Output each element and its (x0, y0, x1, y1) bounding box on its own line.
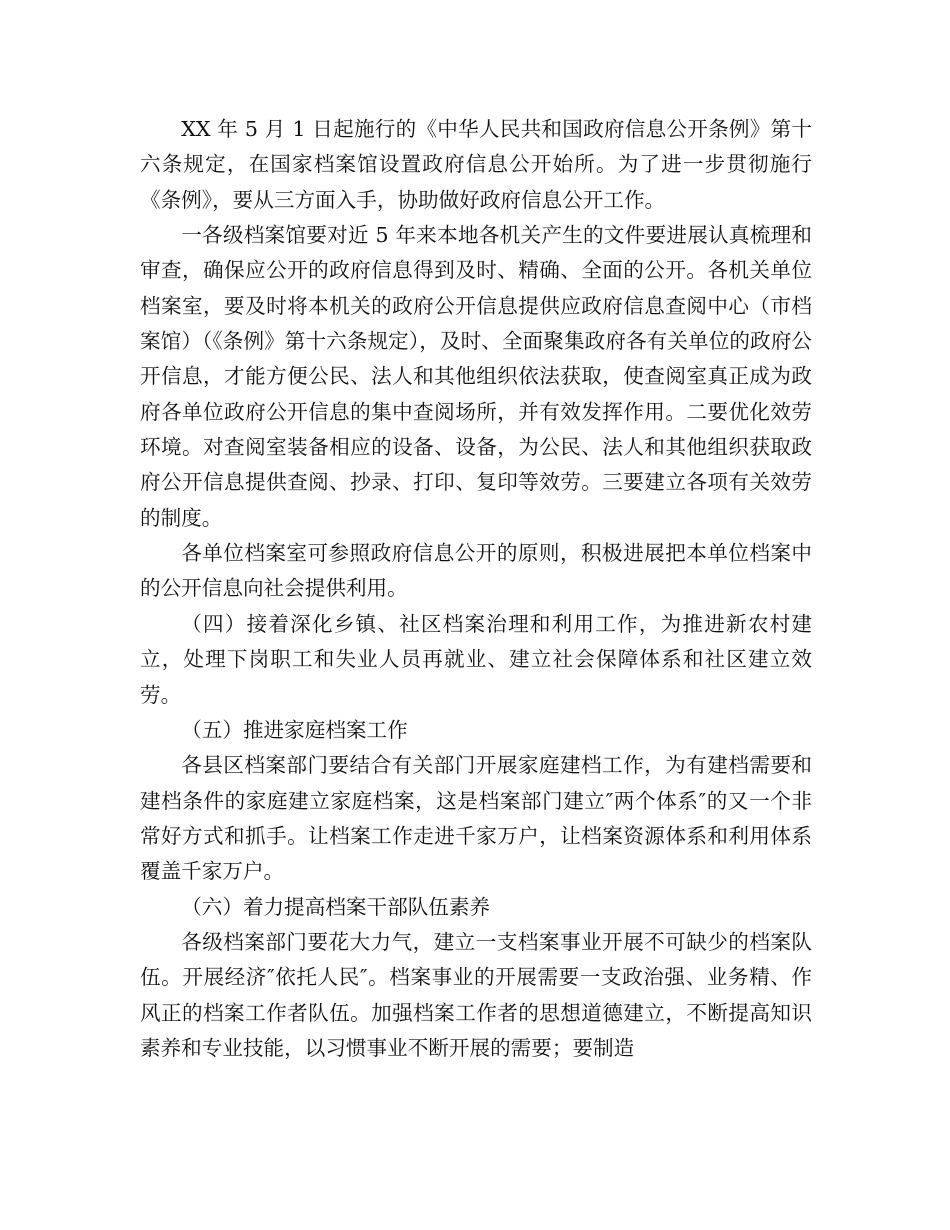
paragraph-cadre-quality: 各级档案部门要花大力气，建立一支档案事业开展不可缺少的档案队伍。开展经济″依托人民″。档案事业的开展需要一支政治强、业务精、作风正的档案工作者队伍。加强档案工作者的思想道德建立，不断提高知识素养和专业技能，以习惯事业不断开展的需要；要制造 (140, 929, 812, 1060)
paragraph-archives-review: 一各级档案馆要对近 5 年来本地各机关产生的文件要进展认真梳理和审查，确保应公开的政府信息得到及时、精确、全面的公开。各机关单位档案室，要及时将本机关的政府公开信息提供应政府信息查阅中心（市档案馆）（《条例》第十六条规定），及时、全面聚集政府各有关单位的政府公开信息，才能方便公民、法人和其他组织依法获取，使查阅室真正成为政府各单位政府公开信息的集中查阅场所，并有效发挥作用。二要优化效劳环境。对查阅室装备相应的设备、设备，为公民、法人和其他组织获取政府公开信息提供查阅、抄录、打印、复印等效劳。三要建立各项有关效劳的制度。 (140, 223, 812, 530)
heading-section-six: （六）着力提高档案干部队伍素养 (181, 894, 491, 919)
document-body (140, 112, 812, 1066)
paragraph-family-archives: 各县区档案部门要结合有关部门开展家庭建档工作，为有建档需要和建档条件的家庭建立家庭档案，这是档案部门建立″两个体系″的又一个非常好方式和抓手。让档案工作走进千家万户，让档案资源体系和利用体系覆盖千家万户。 (140, 753, 812, 884)
paragraph-intro: XX 年 5 月 1 日起施行的《中华人民共和国政府信息公开条例》第十六条规定，在国家档案馆设置政府信息公开始所。为了进一步贯彻施行《条例》，要从三方面入手，协助做好政府信息公开工作。 (140, 117, 812, 212)
paragraph-unit-archives: 各单位档案室可参照政府信息公开的原则，积极进展把本单位档案中的公开信息向社会提供利用。 (140, 541, 812, 601)
heading-section-five: （五）推进家庭档案工作 (181, 717, 408, 742)
paragraph-section-four: （四）接着深化乡镇、社区档案治理和利用工作，为推进新农村建立，处理下岗职工和失业人员再就业、建立社会保障体系和社区建立效劳。 (140, 611, 812, 707)
